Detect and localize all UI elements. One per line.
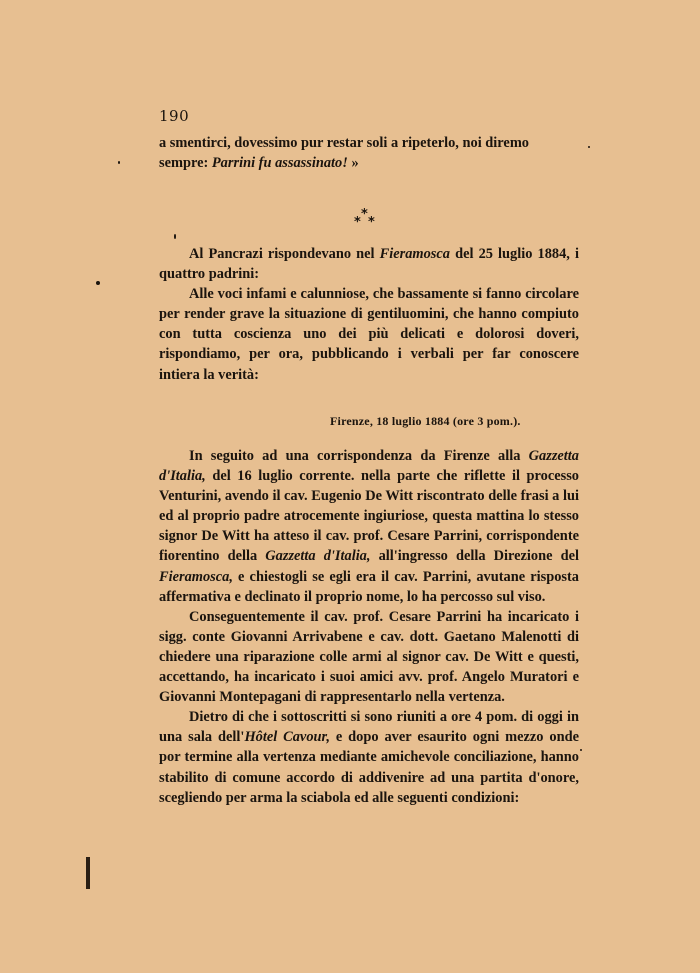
quote-line [159,153,579,173]
scan-speck [588,146,590,148]
asterism-star: * [361,207,368,222]
asterism [352,208,382,230]
paragraph-text: del 25 luglio 1884, i quattro padrini: [159,246,579,283]
paragraph-text: del 16 luglio corrente. nella parte che riflette il processo Venturini, avendo il cav. Eugenio De Witt riscontrato delle frasi a lui ed al proprio padre atrocemente ingiuriose, questa mattina lo stesso signor De Witt ha atteso il cav. prof. Cesare Parrini, corrispondente fiorentino della [159,468,579,565]
paragraph: Alle voci infami e calunniose, che bassamente si fanno circolare per render grave la situazione di gentiluomini, che hanno compiuto con tutta coscienza uno dei più delicati e dolorosi doveri, rispondiamo, per ora, pubblicando i verbali per far conoscere intiera la verità: [159,286,579,383]
scan-speck [118,161,120,164]
paragraph-italic: Gazzetta d'Italia, [265,548,371,565]
quote-line-text: a smentirci, dovessimo pur restar soli a ripeterlo, noi diremo [159,135,529,151]
paragraph [159,707,579,807]
paragraph-text: all'ingresso della Direzione del [370,548,579,565]
scan-speck [580,749,582,751]
quote-prefix: sempre: [159,155,212,172]
quote-italic: Parrini fu assassinato! [211,155,348,172]
paragraph-text: e dopo aver esaurito ogni mezzo onde por termine alla vertenza mediante amichevole conciliazione, hanno stabilito di comune accordo di addivenire ad una partita d'onore, scegliendo per arma la sciabola ed alle seguenti condizioni: [159,729,579,806]
intro-section [159,244,579,385]
paragraph-text: e chiestogli se egli era il cav. Parrini, avutane risposta affermativa e declinato il proprio nome, lo ha percosso sul viso. [159,568,579,605]
asterism-star: * [354,215,361,230]
asterism-star: * [368,215,375,230]
quote-line [159,133,579,153]
quote-suffix: » [347,155,359,172]
paragraph [159,446,579,607]
paragraph-text: Dietro di che i sottoscritti si sono riuniti a ore 4 pom. di oggi in una sala dell' [159,709,579,746]
scan-speck [174,234,176,239]
paragraph-italic: Fieramosca, [159,568,233,585]
paragraph: Conseguentemente il cav. prof. Cesare Parrini ha incaricato i sigg. conte Giovanni Arrivabene e cav. dott. Gaetano Malenotti di chiedere una riparazione colle armi al signor cav. De Witt e questi, accettando, ha incaricato i suoi amici avv. prof. Angelo Muratori e Giovanni Montepagani di rappresentarlo nella vertenza. [159,608,579,706]
dateline: Firenze, 18 luglio 1884 (ore 3 pom.). [330,414,521,428]
paragraph [159,244,579,284]
paragraph-text: Al Pancrazi rispondevano nel [189,246,380,262]
paragraph-italic: Gazzetta d'Italia, [159,448,579,485]
verbale-section [159,446,579,808]
page-number: 190 [159,107,190,125]
paragraph-text: In seguito ad una corrispondenza da Firenze alla [189,448,529,464]
scan-margin-mark [86,857,90,889]
scan-speck [96,281,100,285]
quote-ending [159,133,579,173]
paragraph-italic: Hôtel Cavour, [244,729,330,746]
paragraph-italic: Fieramosca [379,246,450,262]
